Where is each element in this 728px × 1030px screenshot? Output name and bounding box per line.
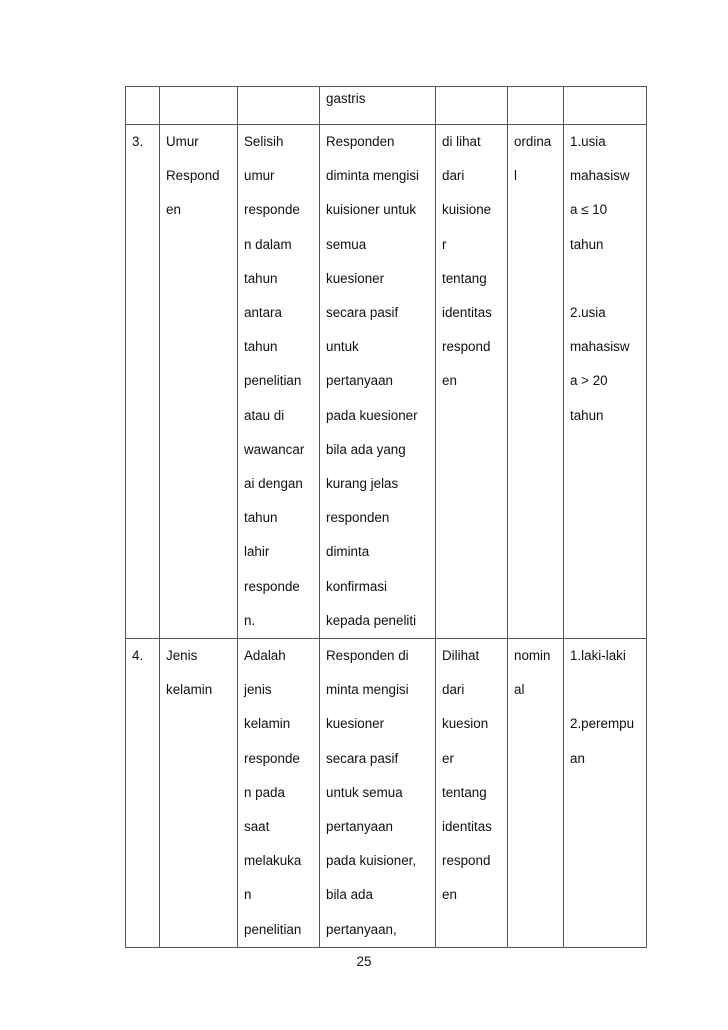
cell-line: bila ada bbox=[326, 887, 373, 903]
cell-line: di lihat bbox=[442, 134, 481, 149]
cell-line: pada kuesioner bbox=[326, 407, 418, 423]
cell-line bbox=[570, 673, 640, 707]
cell-line: kurang jelas bbox=[326, 476, 399, 492]
table-cell-no bbox=[126, 87, 160, 125]
cell-line: diminta bbox=[326, 544, 370, 560]
page-number: 25 bbox=[356, 954, 372, 969]
cell-line: tentang bbox=[442, 270, 487, 286]
cell-line: wawancar bbox=[244, 441, 305, 457]
table-cell-variable bbox=[160, 87, 238, 125]
table-cell-no bbox=[126, 125, 160, 639]
cell-line: untuk semua bbox=[326, 784, 403, 800]
cell-line: mahasisw bbox=[570, 339, 630, 355]
table-cell-tool bbox=[436, 639, 508, 948]
operational-definition-table bbox=[125, 86, 647, 948]
table-cell-result bbox=[564, 639, 647, 948]
cell-line: nomin bbox=[514, 648, 551, 664]
cell-line: Dilihat bbox=[442, 648, 480, 664]
cell-line: penelitian bbox=[244, 921, 302, 937]
cell-line: Umur bbox=[166, 134, 199, 149]
table-row bbox=[126, 87, 647, 125]
cell-line: untuk bbox=[326, 339, 359, 355]
table-cell-scale bbox=[508, 639, 564, 948]
cell-line: semua bbox=[326, 236, 367, 252]
cell-line: tentang bbox=[442, 784, 487, 800]
cell-line: kuesion bbox=[442, 716, 489, 732]
cell-line: kelamin bbox=[166, 682, 213, 698]
cell-line: penelitian bbox=[244, 373, 302, 389]
cell-line: pertanyaan bbox=[326, 373, 394, 389]
cell-line: responden bbox=[326, 510, 390, 526]
cell-line: al bbox=[514, 682, 525, 698]
table-cell-definition bbox=[238, 125, 320, 639]
cell-line: kuesioner bbox=[326, 270, 385, 286]
cell-line: l bbox=[514, 168, 517, 184]
cell-line: kuisione bbox=[442, 202, 492, 218]
table-cell-tool bbox=[436, 87, 508, 125]
cell-line: n dalam bbox=[244, 236, 292, 252]
cell-line: a ≤ 10 bbox=[570, 202, 608, 218]
cell-line: kuisioner untuk bbox=[326, 202, 417, 218]
cell-line: 1.laki-laki bbox=[570, 648, 626, 664]
table-cell-method bbox=[320, 87, 436, 125]
cell-line: en bbox=[166, 202, 181, 218]
cell-line: umur bbox=[244, 168, 275, 184]
cell-line: en bbox=[442, 887, 457, 903]
table-cell-no bbox=[126, 639, 160, 948]
cell-line: secara pasif bbox=[326, 750, 399, 766]
table-cell-variable bbox=[160, 639, 238, 948]
table-row bbox=[126, 639, 647, 948]
cell-line: tahun bbox=[244, 510, 278, 526]
table-cell-result bbox=[564, 87, 647, 125]
cell-line: atau di bbox=[244, 407, 285, 423]
cell-line: kuesioner bbox=[326, 716, 385, 732]
cell-line: diminta mengisi bbox=[326, 168, 420, 184]
cell-line: ai dengan bbox=[244, 476, 303, 492]
cell-line: Selisih bbox=[244, 134, 284, 149]
cell-line: kelamin bbox=[244, 716, 291, 732]
cell-line bbox=[570, 262, 640, 296]
cell-line: identitas bbox=[442, 305, 492, 321]
cell-line: saat bbox=[244, 819, 270, 835]
cell-line: pertanyaan bbox=[326, 819, 394, 835]
cell-line: mahasisw bbox=[570, 168, 630, 184]
cell-line: gastris bbox=[326, 91, 366, 106]
cell-line: kepada peneliti bbox=[326, 612, 417, 628]
table-row bbox=[126, 125, 647, 639]
cell-line: pertanyaan, bbox=[326, 921, 397, 937]
cell-line: respond bbox=[442, 339, 491, 355]
cell-line: pada kuisioner, bbox=[326, 853, 417, 869]
cell-line: ordina bbox=[514, 134, 552, 149]
cell-line: n pada bbox=[244, 784, 285, 800]
cell-line: 2.usia bbox=[570, 305, 606, 321]
cell-line: respond bbox=[442, 853, 491, 869]
cell-line: responde bbox=[244, 750, 300, 766]
table-cell-variable bbox=[160, 125, 238, 639]
cell-line: jenis bbox=[244, 682, 272, 698]
table-cell-method bbox=[320, 639, 436, 948]
cell-line: antara bbox=[244, 305, 282, 321]
cell-line: r bbox=[442, 236, 447, 252]
cell-line: an bbox=[570, 750, 585, 766]
cell-line: Respond bbox=[166, 168, 220, 184]
table-cell-result bbox=[564, 125, 647, 639]
cell-line: konfirmasi bbox=[326, 578, 388, 594]
cell-line: melakuka bbox=[244, 853, 302, 869]
cell-line: lahir bbox=[244, 544, 270, 560]
cell-line: tahun bbox=[570, 407, 604, 423]
cell-line: secara pasif bbox=[326, 305, 399, 321]
cell-line: Responden bbox=[326, 134, 395, 149]
cell-line: minta mengisi bbox=[326, 682, 409, 698]
cell-line: 1.usia bbox=[570, 134, 606, 149]
cell-line: er bbox=[442, 750, 454, 766]
cell-line: 4. bbox=[132, 648, 144, 664]
table-cell-method bbox=[320, 125, 436, 639]
cell-line: dari bbox=[442, 682, 465, 698]
cell-line: 3. bbox=[132, 134, 144, 149]
cell-line: en bbox=[442, 373, 457, 389]
cell-line: dari bbox=[442, 168, 465, 184]
cell-line: a > 20 bbox=[570, 373, 608, 389]
cell-line: bila ada yang bbox=[326, 441, 406, 457]
cell-line: n. bbox=[244, 612, 256, 628]
cell-line: responde bbox=[244, 202, 300, 218]
table-cell-tool bbox=[436, 125, 508, 639]
cell-line: 2.perempu bbox=[570, 716, 635, 732]
cell-line: Jenis bbox=[166, 648, 198, 664]
cell-line: responde bbox=[244, 578, 300, 594]
table-cell-scale bbox=[508, 125, 564, 639]
cell-line: tahun bbox=[244, 270, 278, 286]
cell-line: identitas bbox=[442, 819, 492, 835]
cell-line: tahun bbox=[570, 236, 604, 252]
cell-line: tahun bbox=[244, 339, 278, 355]
cell-line: n bbox=[244, 887, 252, 903]
cell-line: Adalah bbox=[244, 648, 286, 664]
cell-line: Responden di bbox=[326, 648, 409, 664]
table-cell-scale bbox=[508, 87, 564, 125]
table-cell-definition bbox=[238, 639, 320, 948]
table-cell-definition bbox=[238, 87, 320, 125]
